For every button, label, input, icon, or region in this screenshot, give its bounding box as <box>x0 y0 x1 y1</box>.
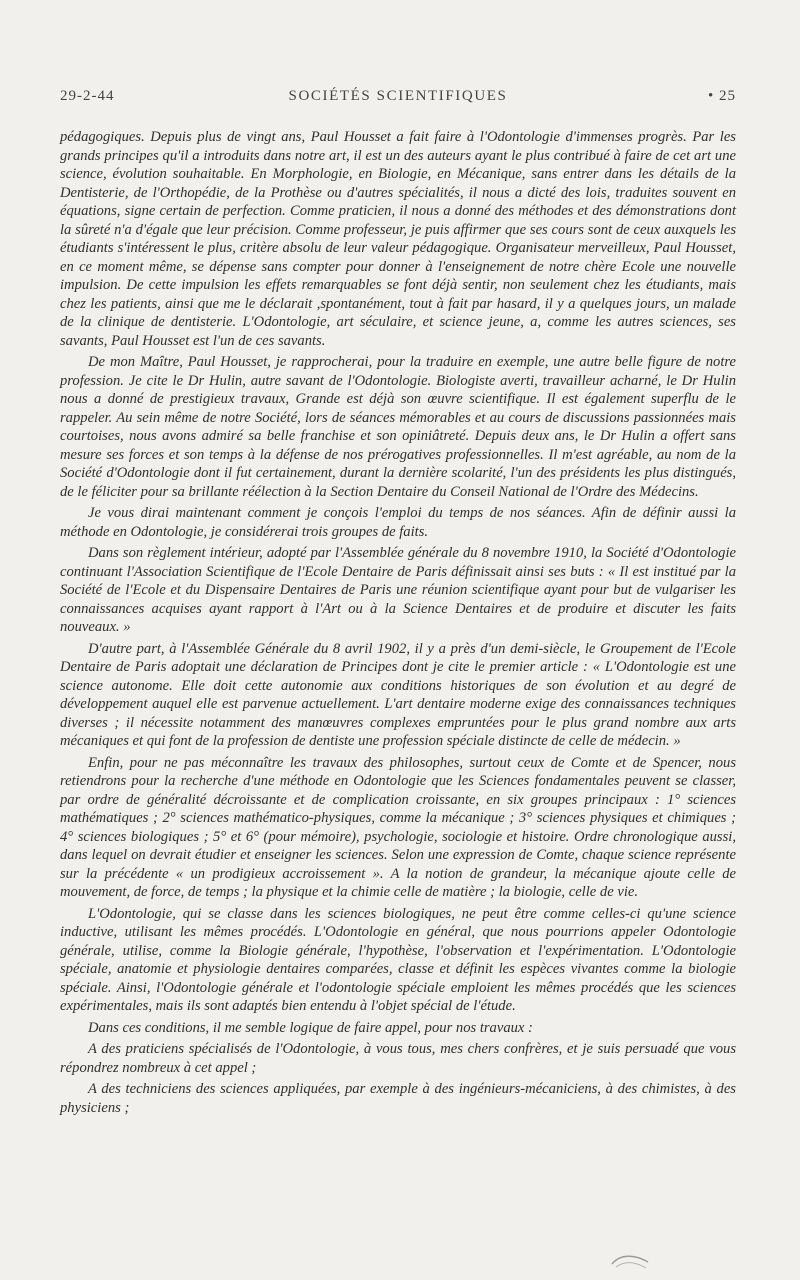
header-title: SOCIÉTÉS SCIENTIFIQUES <box>288 88 508 104</box>
article-body <box>60 128 736 1120</box>
paragraph-9: A des praticiens spécialisés de l'Odontologie, à vous tous, mes chers confrères, et je suis persuadé que vous répondrez nombreux à cet appel ; <box>60 1041 736 1076</box>
paragraph-2: De mon Maître, Paul Housset, je rapprocherai, pour la traduire en exemple, une autre belle figure de notre profession. Je cite le Dr Hulin, autre savant de l'Odontologie. Biologiste averti, travailleur acharné, le Dr Hulin nous a donné de prestigieux travaux, Grande est déjà son œuvre scientifique. Il est également superflu de le rappeler. Au sein même de notre Société, lors de séances mémorables et au cours de discussions passionnées mais courtoises, nous avons admiré sa belle franchise et son opiniâtreté. Depuis deux ans, le Dr Hulin a offert sans mesure ses forces et son temps à la défense de nos prérogatives professionnelles. Il m'est agréable, au nom de la Société d'Odontologie dont il fut certainement, durant la dernière scolarité, l'un des présidents les plus distingués, de le féliciter pour sa brillante réélection à la Section Dentaire du Conseil National de l'Ordre des Médecins. <box>60 354 736 500</box>
paragraph-8: Dans ces conditions, il me semble logique de faire appel, pour nos travaux : <box>88 1019 533 1036</box>
header-date: 29-2-44 <box>60 88 115 104</box>
page-number: • 25 <box>707 88 736 104</box>
paragraph-1: pédagogiques. Depuis plus de vingt ans, Paul Housset a fait faire à l'Odontologie d'immenses progrès. Par les grands principes qu'il a introduits dans notre art, il est un des auteurs ayant le plus contribué à faire de cet art une science, évolution souhaitable. En Morphologie, en Biologie, en Mécanique, sans entrer dans les détails de la Dentisterie, de l'Orthopédie, de la Prothèse ou d'autres spécialités, il nous a dicté des lois, traduites souvent en équations, signe certain de perfection. Comme praticien, il nous a donné des méthodes et des démonstrations dont la sûreté n'a d'égale que leur précision. Comme professeur, je puis affirmer que ses cours sont de ceux auxquels les étudiants s'intéressent le plus, critère absolu de leur valeur pédagogique. Organisateur merveilleux, Paul Housset, en ce moment même, se dépense sans compter pour donner à l'enseignement de notre chère Ecole une nouvelle impulsion. De cette impulsion les effets remarquables se font déjà sentir, non seulement chez les étudiants, mais chez les patients, ainsi que me le déclarait ,spontanément, tout à fait par hasard, il y a quelques jours, un malade de la clinique de dentisterie. L'Odontologie, art séculaire, et science jeune, a, comme les autres sciences, ses savants, Paul Housset est l'un de ces savants. <box>60 129 736 349</box>
running-header <box>60 88 736 110</box>
paragraph-4: Dans son règlement intérieur, adopté par l'Assemblée générale du 8 novembre 1910, la Société d'Odontologie continuant l'Association Scientifique de l'Ecole Dentaire de Paris définissait ainsi ses buts : « Il est institué par la Société de l'Ecole et du Dispensaire Dentaires de Paris une réunion scientifique ayant pour but de vulgariser les connaissances acquises ayant rapport à l'Art ou à la Science Dentaires et de produire et discuter les faits nouveaux. » <box>60 545 736 635</box>
paragraph-6: Enfin, pour ne pas méconnaître les travaux des philosophes, surtout ceux de Comte et de Spencer, nous retiendrons pour la recherche d'une méthode en Odontologie que les Sciences fondamentales peuvent se classer, par ordre de généralité décroissante et de complication croissante, en six groupes principaux : 1° sciences mathématiques ; 2° sciences mathématico-physiques, comme la mécanique ; 3° sciences physiques et chimiques ; 4° sciences biologiques ; 5° et 6° (pour mémoire), psychologie, sociologie et histoire. Ordre chronologique aussi, dans lequel on devrait étudier et enseigner les sciences. Selon une expression de Comte, chaque science représente sur la précédente « un prodigieux accroissement ». A la notion de grandeur, la mécanique ajoute celle de mouvement, de force, de temps ; la physique et la chimie celle de matière ; la biologie, celle de vie. <box>60 754 736 900</box>
paragraph-5: D'autre part, à l'Assemblée Générale du 8 avril 1902, il y a près d'un demi-siècle, le Groupement de l'Ecole Dentaire de Paris adoptait une déclaration de Principes dont je cite le premier article : « L'Odontologie est une science autonome. Elle doit cette autonomie aux conditions historiques de son évolution et au degré de développement auquel elle est parvenue actuellement. L'art dentaire moderne exige des connaissances techniques diverses ; il nécessite notamment des manœuvres complexes empruntées pour le plus grand nombre aux arts mécaniques et qui font de la profession de dentiste une profession spéciale distincte de celle de médecin. » <box>60 640 736 749</box>
paragraph-7: L'Odontologie, qui se classe dans les sciences biologiques, ne peut être comme celles-ci qu'une science inductive, utilisant les mêmes procédés. L'Odontologie en général, que nous pourrions appeler Odontologie générale, utilise, comme la Biologie générale, l'hypothèse, l'observation et l'expérimentation. L'Odontologie spéciale, anatomie et physiologie dentaires comparées, classe et définit les espèces vivantes comme la biologie spéciale. Ainsi, l'Odontologie générale et l'odontologie spéciale emploient les mêmes procédés que les sciences expérimentales, mais ils sont adaptés bien entendu à l'objet spécial de l'étude. <box>60 905 736 1014</box>
library-stamp-mark <box>608 1250 652 1272</box>
paragraph-10: A des techniciens des sciences appliquées, par exemple à des ingénieurs-mécaniciens, à des chimistes, à des physiciens ; <box>60 1081 736 1116</box>
paragraph-3: Je vous dirai maintenant comment je conçois l'emploi du temps de nos séances. Afin de définir aussi la méthode en Odontologie, je considérerai trois groupes de faits. <box>60 505 736 540</box>
